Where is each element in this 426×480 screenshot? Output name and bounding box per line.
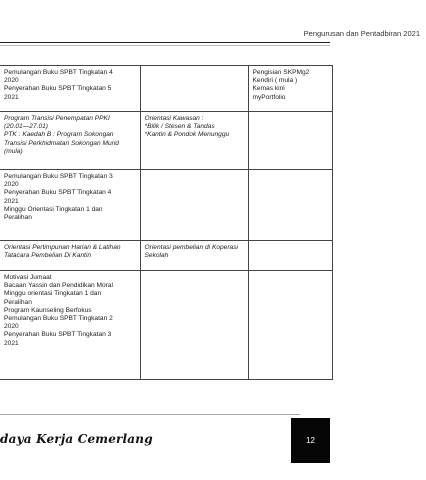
cell-text-line: *Kantin & Pondok Menunggu	[144, 131, 230, 139]
table-cell	[0, 112, 140, 170]
cell-text-line: *Bilik / Stesen & Tandas	[144, 123, 215, 131]
cell-text-line: Orientasi Pertimpunan Harian & Latihan	[4, 244, 121, 251]
cell-text-line: Orientasi Kawasan :	[144, 115, 204, 122]
header-rule	[0, 42, 330, 43]
table-cell	[140, 112, 248, 170]
cell-text-line: (20.01—27.01)	[4, 123, 48, 131]
table-cell	[0, 170, 140, 241]
cell-text-line: 2020	[4, 323, 19, 331]
table-cell	[248, 66, 332, 112]
cell-text-line: Peralihan	[4, 214, 32, 222]
cell-text-line: Kendiri ( mula )	[252, 77, 298, 85]
cell-text-line: 2021	[4, 339, 19, 347]
table-cell	[140, 271, 248, 380]
table-cell	[140, 170, 248, 241]
cell-text-line: PTK : Kaedah B : Program Sokongan	[4, 131, 114, 139]
cell-text-line: Penyerahan Buku SPBT Tingkatan 4	[4, 189, 112, 197]
schedule-table	[0, 65, 333, 380]
cell-text-line: Program Transisi Penempatan PPKI	[4, 115, 110, 122]
cell-text-line: Pemulangan Buku SPBT Tingkatan 4	[4, 69, 113, 76]
table-row	[0, 241, 332, 271]
cell-text-line: Kemas kini	[252, 85, 285, 93]
cell-text-line: Bacaan Yassin dan Pendidikan Moral	[4, 282, 113, 290]
page-header: Pengurusan dan Pentadbiran 2021	[303, 29, 420, 38]
header-rule-thin	[0, 45, 330, 46]
cell-text-line: Pemulangan Buku SPBT Tingkatan 2	[4, 315, 113, 323]
table-cell	[140, 241, 248, 271]
cell-text-line: 2020	[4, 181, 19, 189]
table-cell	[248, 271, 332, 380]
table-row	[0, 112, 332, 170]
cell-text-line: 2020	[4, 77, 19, 85]
cell-text-line: Program Kaunseling Berfokus	[4, 306, 92, 314]
table-cell	[140, 66, 248, 112]
cell-text-line: (mula)	[4, 147, 23, 155]
cell-text-line: Tatacara Pembelian Di Kantin	[4, 252, 91, 260]
cell-text-line: Penyerahan Buku SPBT Tingkatan 3	[4, 331, 112, 339]
table-cell	[248, 241, 332, 271]
cell-text-line: Peralihan	[4, 298, 32, 306]
table-cell	[0, 66, 140, 112]
page-number-box	[291, 418, 330, 463]
table-row	[0, 170, 332, 241]
footer-motto: daya Kerja Cemerlang	[0, 432, 153, 446]
cell-text-line: Orientasi pembelian di Koperasi	[144, 244, 238, 251]
table-row	[0, 66, 332, 112]
cell-text-line: Minggu Orientasi Tingkatan 1 dan	[4, 205, 103, 213]
cell-text-line: Transisi Perkhidmatan Sokongan Murid	[4, 139, 119, 147]
cell-text-line: Pengisian SKPMg2	[252, 69, 310, 76]
cell-text-line: Minggu orientasi Tingkatan 1 dan	[4, 290, 102, 298]
table-cell	[0, 271, 140, 380]
page-number: 12	[306, 436, 315, 445]
cell-text-line: 2021	[4, 93, 19, 101]
footer-rule	[0, 414, 300, 415]
cell-text-line: Pemulangan Buku SPBT Tingkatan 3	[4, 173, 113, 180]
table-cell	[248, 112, 332, 170]
table-row	[0, 271, 332, 380]
table-cell	[248, 170, 332, 241]
cell-text-line: Motivasi Jumaat	[4, 274, 52, 281]
cell-text-line: Sekolah	[144, 252, 169, 260]
table-cell	[0, 241, 140, 271]
cell-text-line: 2021	[4, 197, 19, 205]
cell-text-line: Penyerahan Buku SPBT Tingkatan 5	[4, 85, 112, 93]
cell-text-line: myPortfolio	[252, 93, 286, 101]
